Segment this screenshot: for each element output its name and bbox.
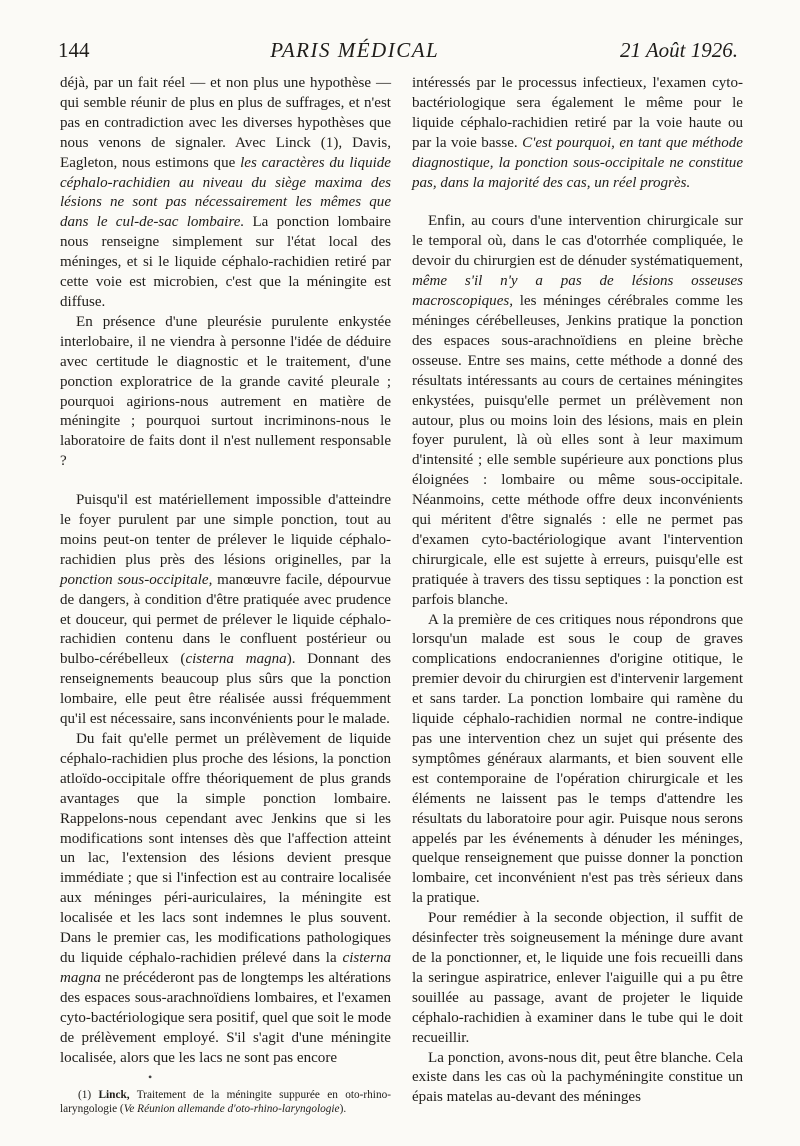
text-run: déjà, par un fait réel — et non plus une hypothèse — qui semble réunir de plus en plus de suffrages, et n'est pas en contradiction avec les diverses hypothèses que nous venons de signaler. Avec Linck (1), Davis, Eagleton, nous estimons que [60, 75, 391, 171]
text-run: Du fait qu'elle permet un prélèvement de liquide céphalo-rachidien plus proche des lésions, la ponction atloïdo-occipitale offre théoriquement de plus grands avantages que la simple ponction lombaire. Rappelons-nous cependant avec Jenkins que si les modifications sont intenses dès que l'affection atteint un lac, l'extension des lésions devient presque immédiate ; que si l'infection est au contraire localisée aux méninges péri-auriculaires, la méningite est localisée et les lacs sont indemnes le plus souvent. Dans le premier cas, les modifications pathologiques du liquide céphalo-rachidien prélevé dans la [60, 731, 391, 966]
text-run: intéressés par le processus infectieux, l'examen cyto-bactériologique sera également le même pour le liquide céphalo-rachidien retiré par la voie haute ou par la voie basse. [412, 75, 743, 151]
page-header [58, 38, 738, 66]
text-run: La ponction lombaire nous renseigne simplement sur l'état local des méninges, et si le liquide céphalo-rachidien retiré par cette voie est microbien, c'est que la méningite est diffuse. [60, 214, 391, 310]
text-run: Enfin, au cours d'une intervention chirurgicale sur le temporal où, dans le cas d'otorrhée compliquée, le devoir du chirurgien est de dénuder systématiquement, [412, 213, 743, 270]
italic-run: C'est pourquoi, en tant que méthode diagnostique, la ponction sous-occipitale ne constitue pas, dans la majorité des cas, un réel progrès. [412, 134, 743, 191]
left-column [60, 74, 391, 1116]
text-run: les méninges cérébrales comme les méninges cérébelleuses, Jenkins pratique la ponction des espaces sous-arachnoïdiens en pleine brèche osseuse. Entre ses mains, cette méthode a donné des résultats intéressants au cours de certaines méningites enkystées, puisqu'elle permet un prélèvement non autour, plus ou moins loin des lésions, mais en plein foyer purulent, là où elles sont à leur maximum d'intensité ; elle semble supérieure aux ponctions plus éloignées : lombaire ou même sous-occipitale. Néanmoins, cette méthode offre deux inconvénients qui méritent d'être signalés : elle ne permet pas d'examen cyto-bactériologique avant l'intervention chirurgicale, elle est sujette à erreurs, puisqu'elle est pratiquée à travers des tissu septiques : la ponction est parfois blanche. [412, 293, 743, 608]
paragraph: Pour remédier à la seconde objection, il suffit de désinfecter très soigneusement la méninge dure avant de la ponctionner, et, le liquide une fois recueilli dans la seringue aspiratrice, enlever l'aiguille qui a pu être souillée au passage, avant de projeter le liquide céphalo-rachidien à examiner dans le tube qui le doit recueillir. [412, 910, 743, 1046]
text-run: ). Donnant des renseignements beaucoup plus sûrs que la ponction lombaire, elle peut être réalisée aussi fréquemment qu'il est nécessaire, sans inconvénients pour le malade. [60, 651, 391, 728]
text-run: manœuvre facile, dépourvue de dangers, à condition d'être pratiquée avec prudence et douceur, qui permet de prélever le liquide céphalo-rachidien contenu dans le confluent postérieur ou bulbo-cérébelleux ( [60, 571, 391, 668]
footnote-italic: Ve Réunion allemande d'oto-rhino-laryngologie [123, 1103, 340, 1116]
italic-run: ponction sous-occipitale, [60, 571, 213, 588]
journal-title: PARIS MÉDICAL [270, 38, 440, 62]
right-column [412, 74, 743, 1108]
footnote-marker: (1) [78, 1089, 99, 1102]
paragraph [60, 491, 391, 730]
paragraph [412, 212, 743, 610]
footnote-text: Traitement de la méningite suppurée en oto-rhino-laryngologie ( [60, 1089, 392, 1116]
footnote [60, 1088, 391, 1116]
text-run: ne précéderont pas de longtemps les altérations des espaces sous-arachnoïdiens lombaires, et l'examen cyto-bactériologique sera positif, quel que soit le mode de prélèvement employé. S'il s'agit d'une méningite localisée, alors que les lacs ne sont pas encore [60, 969, 391, 1066]
footnote-text: ). [339, 1103, 347, 1116]
italic-run: les caractères du liquide céphalo-rachidien au niveau du siège maxima des lésions ne sont pas nécessairement les mêmes que dans le cul-de-sac lombaire. [60, 154, 391, 231]
footnote-author: Linck, [98, 1089, 130, 1102]
paragraph: La ponction, avons-nous dit, peut être blanche. Cela existe dans les cas où la pachyméningite constitue un épais matelas au-devant des méninges [412, 1049, 743, 1106]
paragraph [60, 730, 391, 1068]
page-number: 144 [58, 38, 90, 62]
paragraph [60, 74, 391, 313]
italic-run: cisterna magna [60, 949, 391, 986]
text-run: Puisqu'il est matériellement impossible d'atteindre le foyer purulent par une simple ponction, tout au moins peut-on tenter de prélever le liquide céphalo-rachidien plus près des lésions originelles, par la [60, 492, 391, 568]
paragraph: A la première de ces critiques nous répondrons que lorsqu'un malade est sous le coup de graves complications endocraniennes d'origine otitique, le premier devoir du chirurgien est d'intervenir largement et sans tarder. La ponction lombaire qui ramène du liquide céphalo-rachidien normal ne contre-indique pas une intervention chez un sujet qui présente des symptômes généraux alarmants, et bien souvent elle est contemporaine de l'opération chirurgicale et les éléments ne laissent pas le temps d'attendre les résultats du laboratoire pour agir. Puisque nous serons appelés par les événements à dénuder les méninges, quelque renseignement que puisse donner la ponction lombaire, cet inconvénient n'est pas très sérieux dans la pratique. [412, 611, 743, 907]
stray-mark: • [148, 1070, 153, 1084]
paragraph [412, 74, 743, 193]
issue-date: 21 Août 1926. [619, 38, 738, 62]
italic-run: même s'il n'y a pas de lésions osseuses macroscopiques, [412, 273, 743, 310]
italic-run: cisterna magna [185, 651, 287, 668]
paragraph: En présence d'une pleurésie purulente enkystée interlobaire, il ne viendra à personne l'idée de déduire avec certitude le diagnostic et le traitement, d'une ponction exploratrice de la grande cavité pleurale ; pourquoi agirions-nous autrement en matière de méningite ; pourquoi surtout incriminons-nous le laboratoire de faits dont il n'est nullement responsable ? [60, 313, 391, 470]
